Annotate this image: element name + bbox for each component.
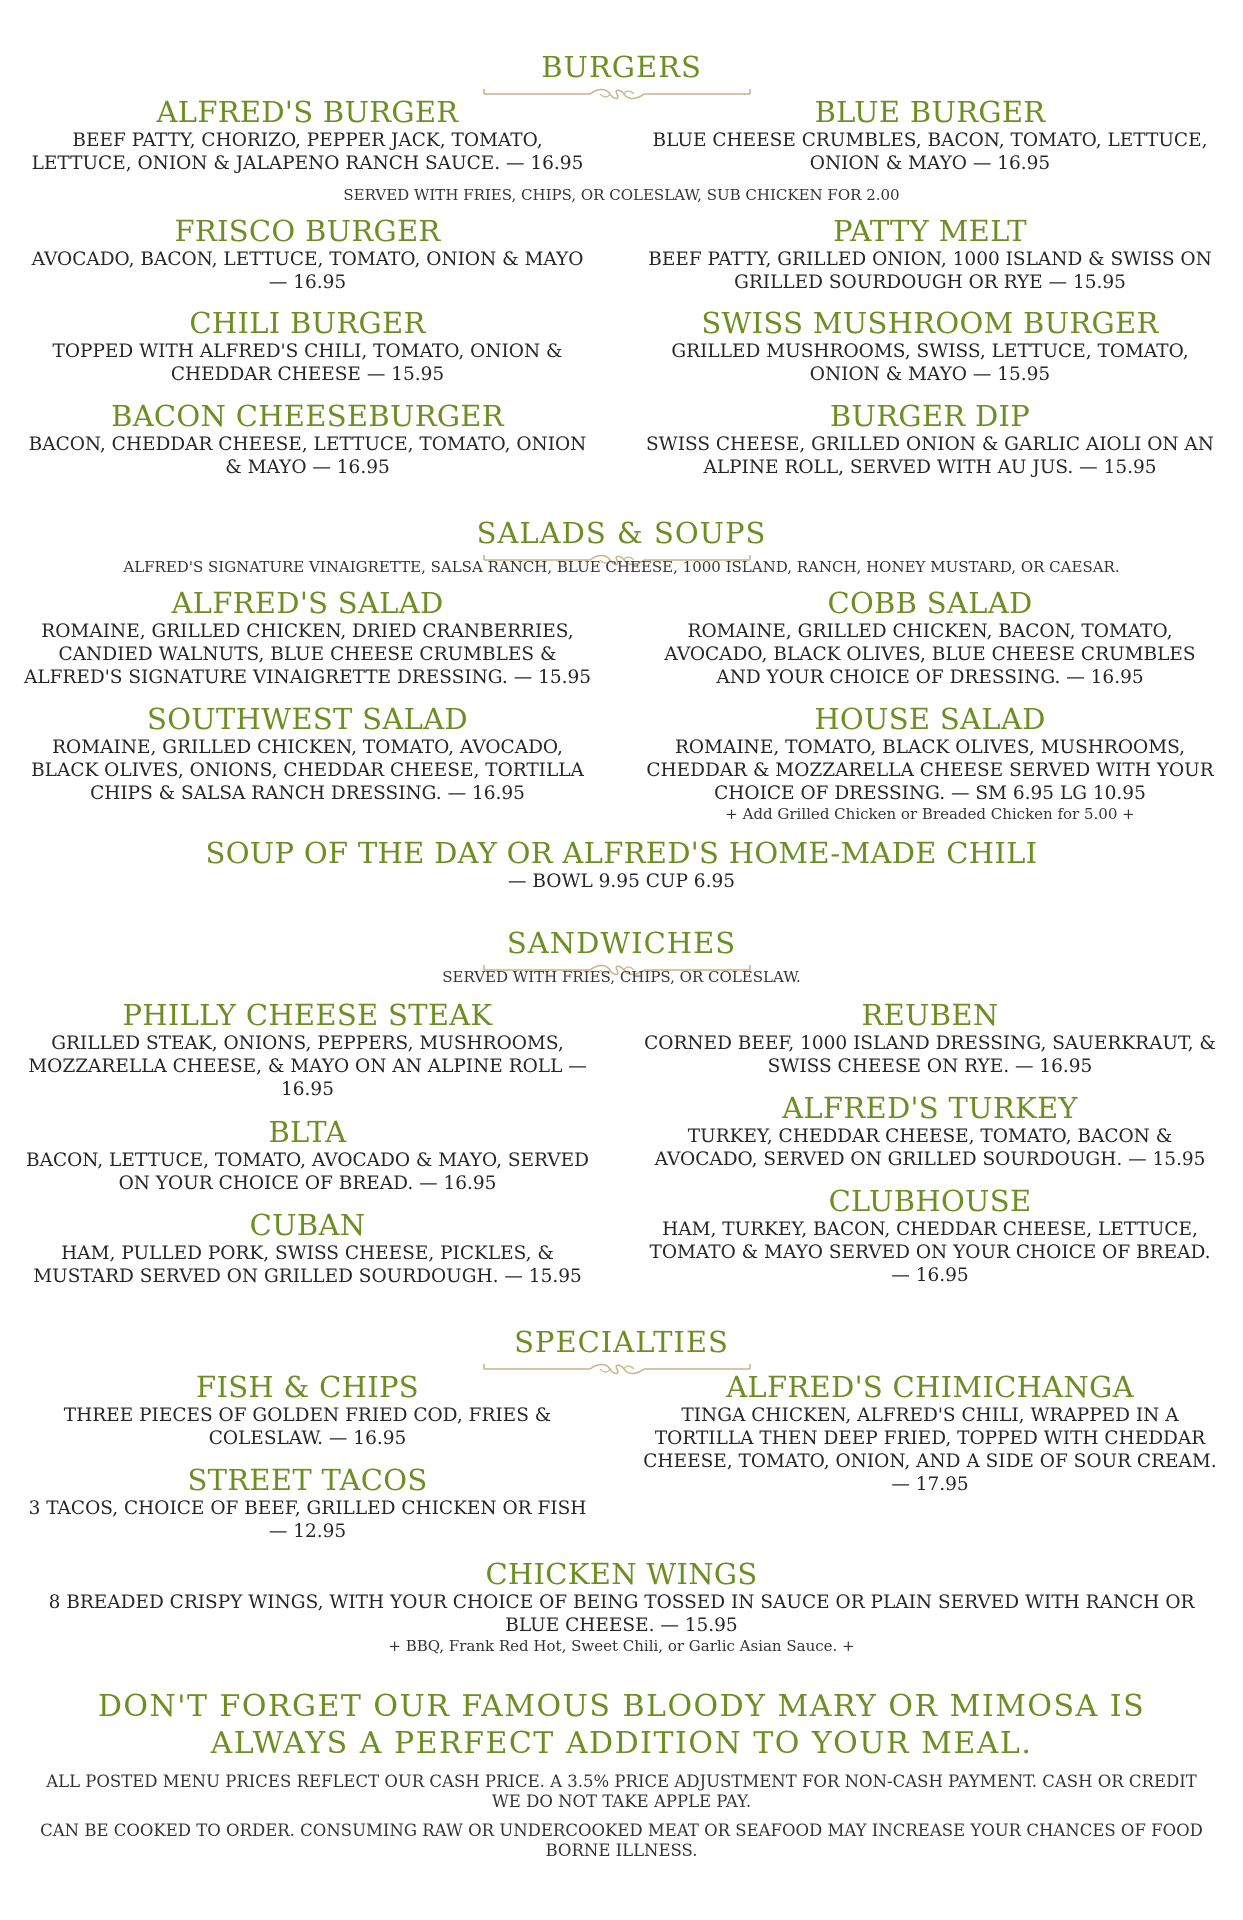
item-description: GRILLED MUSHROOMS, SWISS, LETTUCE, TOMATO, ONION & MAYO — 15.95 bbox=[671, 341, 1189, 385]
section-title-sandwiches: SANDWICHES bbox=[506, 926, 737, 960]
item-description: ROMAINE, TOMATO, BLACK OLIVES, MUSHROOMS, CHEDDAR & MOZZARELLA CHEESE SERVED WITH YOUR CHOICE OF DRESSING. — SM 6.95 LG 10.95 bbox=[646, 737, 1214, 804]
item-description: BEEF PATTY, GRILLED ONION, 1000 ISLAND & SWISS ON GRILLED SOURDOUGH OR RYE — 15.95 bbox=[648, 249, 1212, 293]
menu-item bbox=[20, 588, 595, 689]
menu-item bbox=[640, 308, 1220, 386]
menu-item bbox=[640, 1186, 1220, 1287]
menu-item bbox=[640, 1093, 1220, 1171]
menu-item bbox=[640, 704, 1220, 824]
item-name: HOUSE SALAD bbox=[814, 702, 1046, 736]
menu-item bbox=[20, 1372, 595, 1450]
item-name: BURGER DIP bbox=[829, 399, 1031, 433]
item-name: COBB SALAD bbox=[827, 586, 1033, 620]
menu-item bbox=[20, 216, 595, 294]
item-description: TINGA CHICKEN, ALFRED'S CHILI, WRAPPED IN A TORTILLA THEN DEEP FRIED, TOPPED WITH CHEDDAR CHEESE, TOMATO, ONION, AND A SIDE OF SOUR CREAM. — 17.95 bbox=[643, 1405, 1217, 1495]
item-name: BLUE BURGER bbox=[814, 95, 1046, 129]
item-name: SWISS MUSHROOM BURGER bbox=[701, 306, 1159, 340]
item-description: HAM, TURKEY, BACON, CHEDDAR CHEESE, LETTUCE, TOMATO & MAYO SERVED ON YOUR CHOICE OF BREAD. — 16.95 bbox=[649, 1219, 1211, 1286]
item-name: SOUTHWEST SALAD bbox=[147, 702, 468, 736]
item-name: STREET TACOS bbox=[187, 1463, 428, 1497]
menu-item bbox=[20, 1465, 595, 1543]
menu-item bbox=[640, 97, 1220, 175]
item-name: ALFRED'S CHIMICHANGA bbox=[726, 1370, 1134, 1404]
item-description: AVOCADO, BACON, LETTUCE, TOMATO, ONION & MAYO — 16.95 bbox=[31, 249, 584, 293]
section-note: SERVED WITH FRIES, CHIPS, OR COLESLAW. bbox=[442, 968, 801, 986]
item-name: PHILLY CHEESE STEAK bbox=[122, 998, 493, 1032]
item-description: CORNED BEEF, 1000 ISLAND DRESSING, SAUERKRAUT, & SWISS CHEESE ON RYE. — 16.95 bbox=[644, 1033, 1216, 1077]
item-description: TOPPED WITH ALFRED'S CHILI, TOMATO, ONION & CHEDDAR CHEESE — 15.95 bbox=[52, 341, 563, 385]
item-description: SWISS CHEESE, GRILLED ONION & GARLIC AIOLI ON AN ALPINE ROLL, SERVED WITH AU JUS. — 15.95 bbox=[646, 434, 1214, 478]
item-name: REUBEN bbox=[861, 998, 999, 1032]
menu-item bbox=[20, 704, 595, 805]
closing-message: DON'T FORGET OUR FAMOUS BLOODY MARY OR MIMOSA IS ALWAYS A PERFECT ADDITION TO YOUR MEAL. bbox=[97, 1689, 1146, 1761]
item-name: CUBAN bbox=[249, 1208, 366, 1242]
menu-item bbox=[20, 838, 1223, 893]
item-name: FRISCO BURGER bbox=[174, 214, 441, 248]
item-description: THREE PIECES OF GOLDEN FRIED COD, FRIES & COLESLAW. — 16.95 bbox=[63, 1405, 552, 1449]
item-addon-note: + BBQ, Frank Red Hot, Sweet Chili, or Garlic Asian Sauce. + bbox=[388, 1637, 855, 1655]
item-name: SOUP OF THE DAY OR ALFRED'S HOME-MADE CHILI bbox=[205, 836, 1038, 870]
item-description: HAM, PULLED PORK, SWISS CHEESE, PICKLES, & MUSTARD SERVED ON GRILLED SOURDOUGH. — 15.95 bbox=[33, 1243, 582, 1287]
section-note: ALFRED'S SIGNATURE VINAIGRETTE, SALSA RANCH, BLUE CHEESE, 1000 ISLAND, RANCH, HONEY MUSTARD, OR CAESAR. bbox=[123, 558, 1120, 576]
item-description: ROMAINE, GRILLED CHICKEN, DRIED CRANBERRIES, CANDIED WALNUTS, BLUE CHEESE CRUMBLES & ALFRED'S SIGNATURE VINAIGRETTE DRESSING. — 15.95 bbox=[23, 621, 592, 688]
menu-item bbox=[20, 97, 595, 175]
section-title-burgers: BURGERS bbox=[541, 50, 702, 84]
menu-item bbox=[640, 216, 1220, 294]
section-title-salads: SALADS & SOUPS bbox=[476, 516, 767, 550]
menu-item bbox=[640, 401, 1220, 479]
item-description: GRILLED STEAK, ONIONS, PEPPERS, MUSHROOMS, MOZZARELLA CHEESE, & MAYO ON AN ALPINE ROLL — 16.95 bbox=[28, 1033, 587, 1100]
item-description: BACON, CHEDDAR CHEESE, LETTUCE, TOMATO, ONION & MAYO — 16.95 bbox=[28, 434, 587, 478]
item-description: ROMAINE, GRILLED CHICKEN, TOMATO, AVOCADO, BLACK OLIVES, ONIONS, CHEDDAR CHEESE, TORTILLA CHIPS & SALSA RANCH DRESSING. — 16.95 bbox=[31, 737, 584, 804]
item-addon-note: + Add Grilled Chicken or Breaded Chicken for 5.00 + bbox=[725, 805, 1135, 823]
item-description: TURKEY, CHEDDAR CHEESE, TOMATO, BACON & AVOCADO, SERVED ON GRILLED SOURDOUGH. — 15.95 bbox=[654, 1126, 1206, 1170]
menu-item bbox=[20, 308, 595, 386]
footer-note-payment: ALL POSTED MENU PRICES REFLECT OUR CASH PRICE. A 3.5% PRICE ADJUSTMENT FOR NON-CASH PAYMENT. CASH OR CREDIT WE DO NOT TAKE APPLE PAY. bbox=[46, 1772, 1197, 1811]
footer-note-consumption: CAN BE COOKED TO ORDER. CONSUMING RAW OR UNDERCOOKED MEAT OR SEAFOOD MAY INCREASE YOUR CHANCES OF FOOD BORNE ILLNESS. bbox=[40, 1821, 1203, 1860]
menu-item bbox=[640, 588, 1220, 689]
menu-item bbox=[20, 1210, 595, 1288]
item-name: CHICKEN WINGS bbox=[485, 1557, 758, 1591]
item-name: PATTY MELT bbox=[833, 214, 1027, 248]
item-name: BACON CHEESEBURGER bbox=[111, 399, 504, 433]
item-description: BACON, LETTUCE, TOMATO, AVOCADO & MAYO, SERVED ON YOUR CHOICE OF BREAD. — 16.95 bbox=[26, 1150, 589, 1194]
item-description: ROMAINE, GRILLED CHICKEN, BACON, TOMATO, AVOCADO, BLACK OLIVES, BLUE CHEESE CRUMBLES AND YOUR CHOICE OF DRESSING. — 16.95 bbox=[664, 621, 1196, 688]
item-description: BLUE CHEESE CRUMBLES, BACON, TOMATO, LETTUCE, ONION & MAYO — 16.95 bbox=[652, 130, 1208, 174]
item-name: ALFRED'S TURKEY bbox=[782, 1091, 1078, 1125]
item-description: 8 BREADED CRISPY WINGS, WITH YOUR CHOICE OF BEING TOSSED IN SAUCE OR PLAIN SERVED WITH RANCH OR BLUE CHEESE. — 15.95 bbox=[48, 1592, 1195, 1636]
item-name: ALFRED'S SALAD bbox=[171, 586, 444, 620]
item-name: FISH & CHIPS bbox=[196, 1370, 419, 1404]
menu-item bbox=[20, 1000, 595, 1101]
menu-item bbox=[20, 1117, 595, 1195]
menu-item bbox=[20, 1559, 1223, 1656]
menu-item bbox=[640, 1000, 1220, 1078]
item-description: BEEF PATTY, CHORIZO, PEPPER JACK, TOMATO, LETTUCE, ONION & JALAPENO RANCH SAUCE. — 16.95 bbox=[31, 130, 584, 174]
item-name: BLTA bbox=[268, 1115, 347, 1149]
menu-item bbox=[20, 401, 595, 479]
item-description: — BOWL 9.95 CUP 6.95 bbox=[507, 871, 735, 892]
menu-item bbox=[640, 1372, 1220, 1496]
section-note: SERVED WITH FRIES, CHIPS, OR COLESLAW, SUB CHICKEN FOR 2.00 bbox=[343, 186, 900, 204]
section-title-specialties: SPECIALTIES bbox=[514, 1325, 729, 1359]
item-description: 3 TACOS, CHOICE OF BEEF, GRILLED CHICKEN OR FISH — 12.95 bbox=[28, 1498, 587, 1542]
item-name: CHILI BURGER bbox=[189, 306, 426, 340]
item-name: ALFRED'S BURGER bbox=[156, 95, 459, 129]
item-name: CLUBHOUSE bbox=[828, 1184, 1032, 1218]
